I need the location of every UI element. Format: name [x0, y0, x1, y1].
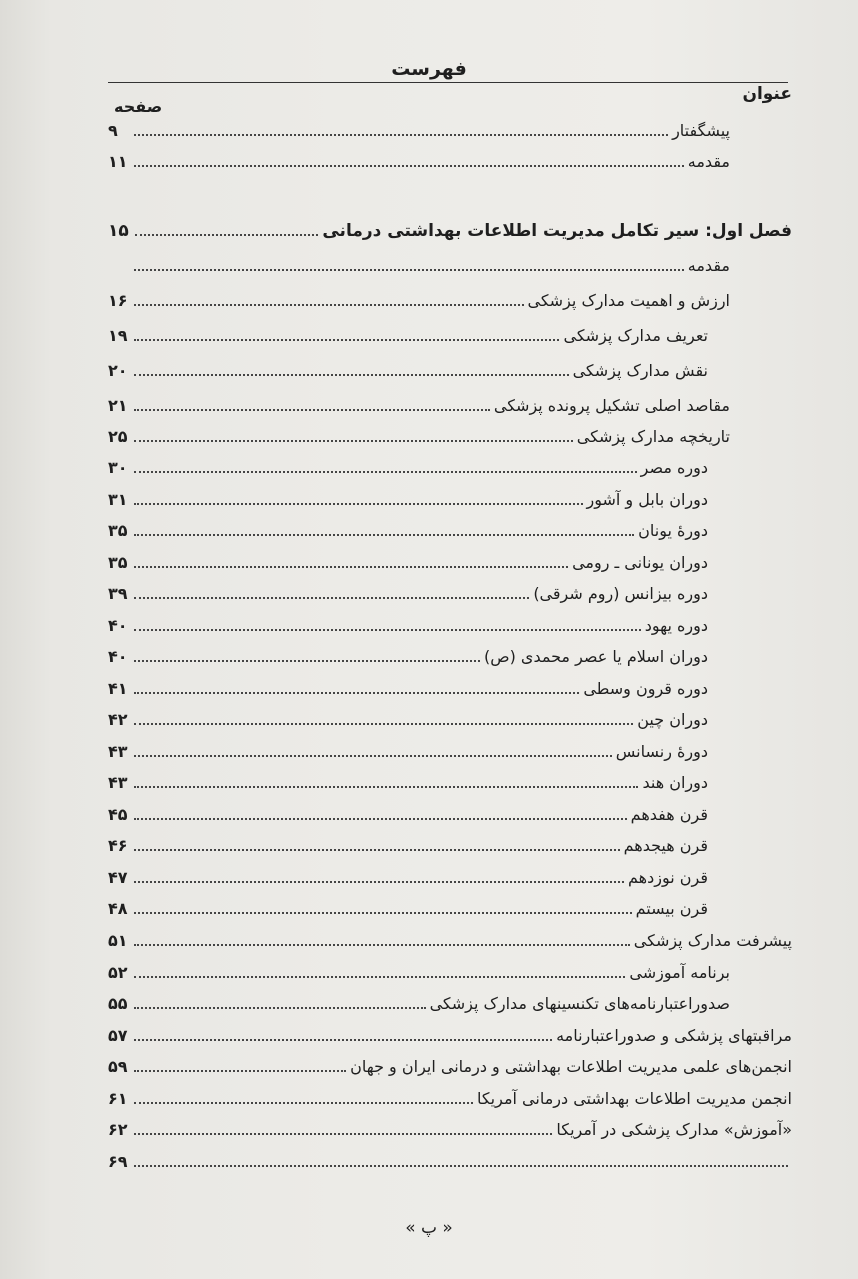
toc-entry-label: مقدمه [687, 152, 730, 171]
toc-leader-dots [134, 374, 569, 376]
toc-leader-dots [134, 976, 625, 978]
toc-entry-page: ۵۵ [108, 994, 128, 1013]
toc-entry [108, 1111, 792, 1141]
toc-leader-dots [134, 471, 637, 473]
page-title: فهرست [391, 58, 467, 80]
toc-leader-dots [134, 165, 684, 167]
toc-entry-label: دوره بیزانس (روم شرقی) [533, 584, 708, 603]
toc-leader-dots [135, 234, 319, 236]
toc-entry [108, 701, 708, 731]
toc-entry-label: انجمن‌های علمی مدیریت اطلاعات بهداشتی و درمانی ایران و جهان [350, 1057, 792, 1076]
toc-leader-dots [134, 440, 573, 442]
toc-entry [108, 733, 708, 763]
toc-entry [108, 512, 708, 542]
toc-leader-dots [134, 723, 633, 725]
toc-entry [108, 212, 792, 242]
toc-entry-page: ۵۹ [108, 1057, 128, 1076]
toc-entry-label: دوران اسلام یا عصر محمدی (ص) [484, 647, 708, 666]
toc-entry-page: ۵۲ [108, 963, 128, 982]
toc-entry-page: ۵۱ [108, 931, 128, 950]
toc-entry-page: ۱۹ [108, 326, 128, 345]
toc-entry-page: ۴۰ [108, 616, 128, 635]
toc-entry-label: تعریف مدارک پزشکی [563, 326, 708, 345]
toc-entry-page: ۴۲ [108, 710, 128, 729]
toc-leader-dots [134, 881, 624, 883]
toc-entry [108, 922, 792, 952]
toc-entry-page: ۳۵ [108, 553, 128, 572]
toc-leader-dots [134, 597, 529, 599]
toc-entry-page: ۳۰ [108, 458, 128, 477]
toc-entry-page: ۲۱ [108, 396, 128, 415]
toc-entry-label: پیشرفت مدارک پزشکی [633, 931, 792, 950]
toc-entry-page: ۴۸ [108, 899, 128, 918]
toc-entry [108, 1080, 792, 1110]
toc-leader-dots [134, 692, 579, 694]
toc-entry [108, 859, 708, 889]
toc-entry-label: دوره قرون وسطی [583, 679, 708, 698]
toc-entry-label: دوران هند [642, 773, 708, 792]
toc-leader-dots [134, 1007, 426, 1009]
toc-entry-page: ۱۱ [108, 152, 128, 171]
toc-entry-label: قرن هفدهم [630, 805, 708, 824]
toc-leader-dots [134, 1165, 788, 1167]
toc-entry [108, 670, 708, 700]
toc-entry [108, 796, 708, 826]
toc-leader-dots [134, 849, 620, 851]
toc-leader-dots [134, 503, 583, 505]
toc-entry-label: ارزش و اهمیت مدارک پزشکی [527, 291, 730, 310]
column-header-title: عنوان [742, 84, 792, 104]
toc-leader-dots [134, 629, 641, 631]
toc-entry-label: قرن نوزدهم [628, 868, 708, 887]
toc-entry [108, 352, 708, 382]
toc-leader-dots [134, 134, 668, 136]
toc-entry [108, 638, 708, 668]
toc-leader-dots [134, 786, 638, 788]
toc-entry-page: ۴۵ [108, 805, 128, 824]
toc-entry [108, 764, 708, 794]
toc-entry [108, 544, 708, 574]
toc-leader-dots [134, 409, 490, 411]
toc-leader-dots [134, 818, 627, 820]
toc-entry [108, 418, 730, 448]
toc-leader-dots [134, 912, 632, 914]
toc-entry-page: ۴۰ [108, 647, 128, 666]
toc-entry-page: ۳۱ [108, 490, 128, 509]
toc-entry-label: دوره مصر [640, 458, 708, 477]
toc-leader-dots [134, 1133, 552, 1135]
toc-leader-dots [134, 566, 568, 568]
toc-leader-dots [134, 944, 630, 946]
toc-leader-dots [134, 755, 612, 757]
toc-entry-label: مقدمه [687, 256, 730, 275]
toc-leader-dots [134, 304, 524, 306]
toc-entry-page: ۶۱ [108, 1089, 128, 1108]
toc-entry [108, 575, 708, 605]
toc-entry-page: ۶۹ [108, 1152, 128, 1171]
toc-entry [108, 112, 730, 142]
toc-leader-dots [134, 269, 684, 271]
toc-entry-page: ۴۱ [108, 679, 128, 698]
toc-entry-label: مقاصد اصلی تشکیل پرونده پزشکی [493, 396, 730, 415]
toc-entry [108, 985, 730, 1015]
toc-entry-label: دوران یونانی ـ رومی [572, 553, 708, 572]
toc-entry-label: قرن بیستم [635, 899, 708, 918]
toc-entry [108, 607, 708, 637]
toc-entry [108, 954, 730, 984]
toc-entry-page: ۹ [108, 121, 118, 140]
page-number-marker: « پ » [405, 1218, 453, 1238]
toc-entry-page: ۲۵ [108, 427, 128, 446]
toc-entry [108, 247, 730, 277]
toc-entry [108, 449, 708, 479]
toc-entry-page: ۴۳ [108, 773, 128, 792]
toc-leader-dots [134, 1102, 473, 1104]
toc-entry [108, 317, 708, 347]
toc-entry-page: ۴۳ [108, 742, 128, 761]
toc-entry-label: صدوراعتبارنامه‌های تکنسینهای مدارک پزشکی [429, 994, 730, 1013]
toc-entry-label: انجمن مدیریت اطلاعات بهداشتی درمانی آمریکا [476, 1089, 792, 1108]
toc-entry [108, 1048, 792, 1078]
toc-entry-label: مراقبتهای پزشکی و صدوراعتبارنامه [556, 1026, 792, 1045]
toc-entry [108, 1143, 792, 1173]
toc-entry-page: ۱۶ [108, 291, 128, 310]
toc-leader-dots [134, 339, 559, 341]
toc-entry-label: برنامه آموزشی [629, 963, 730, 982]
toc-entry-label: دورهٔ یونان [638, 521, 708, 540]
toc-entry [108, 890, 708, 920]
toc-entry-label: دورهٔ رنسانس [615, 742, 708, 761]
toc-entry [108, 481, 708, 511]
toc-entry [108, 827, 708, 857]
toc-leader-dots [134, 1039, 552, 1041]
column-header-page: صفحه [114, 97, 163, 116]
toc-entry-page: ۴۶ [108, 836, 128, 855]
toc-entry-page: ۵۷ [108, 1026, 128, 1045]
toc-entry-label: قرن هیجدهم [623, 836, 708, 855]
toc-entry-page: ۶۲ [108, 1120, 128, 1139]
toc-entry [108, 387, 730, 417]
toc-leader-dots [134, 534, 634, 536]
toc-entry-label: دوره یهود [644, 616, 708, 635]
toc-entry-page: ۴۷ [108, 868, 128, 887]
toc-entry [108, 282, 730, 312]
toc-entry-label: نقش مدارک پزشکی [572, 361, 708, 380]
toc-leader-dots [134, 1070, 346, 1072]
toc-entry-label: «آموزش» مدارک پزشکی در آمریکا [556, 1120, 792, 1139]
toc-entry-label: دوران بابل و آشور [586, 490, 708, 509]
toc-leader-dots [134, 660, 480, 662]
toc-entry [108, 143, 730, 173]
toc-entry-page: ۳۹ [108, 584, 128, 603]
toc-entry-label: پیشگفتار [672, 121, 730, 140]
toc-entry-page: ۲۰ [108, 361, 128, 380]
toc-entry-page: ۳۵ [108, 521, 128, 540]
toc-entry-label: فصل اول: سیر تکامل مدیریت اطلاعات بهداشتی درمانی [322, 221, 792, 241]
toc-entry-label: تاریخچه مدارک پزشکی [576, 427, 730, 446]
toc-entry [108, 1017, 792, 1047]
toc-entry-page: ۱۵ [108, 221, 129, 241]
toc-entry-label: دوران چین [637, 710, 708, 729]
